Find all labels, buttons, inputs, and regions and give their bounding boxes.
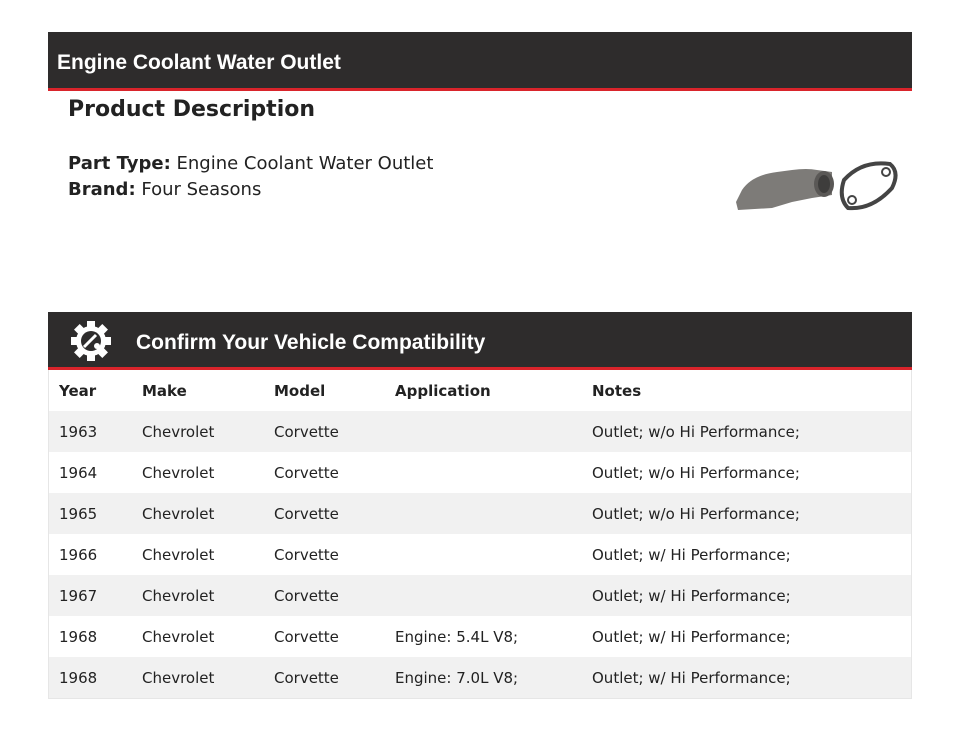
cell-make: Chevrolet (142, 504, 215, 523)
col-model: Model (274, 381, 326, 400)
cell-make: Chevrolet (142, 627, 215, 646)
cell-application (385, 411, 582, 452)
cell-notes: Outlet; w/o Hi Performance; (592, 504, 800, 523)
part-type-value: Engine Coolant Water Outlet (176, 153, 434, 174)
cell-application (385, 452, 582, 493)
title-bar (48, 32, 912, 91)
cell-model: Corvette (274, 586, 339, 605)
cell-year: 1968 (59, 668, 98, 687)
cell-application: Engine: 7.0L V8; (395, 668, 519, 687)
cell-model: Corvette (274, 668, 339, 687)
brand-value: Four Seasons (141, 179, 262, 200)
table-row (49, 411, 912, 452)
table-row (49, 493, 912, 534)
cell-application (385, 575, 582, 616)
part-type-label: Part Type: (68, 153, 171, 174)
cell-make: Chevrolet (142, 545, 215, 564)
cell-make: Chevrolet (142, 422, 215, 441)
cell-year: 1964 (59, 463, 98, 482)
part-type (68, 153, 433, 174)
cell-application (385, 534, 582, 575)
table-row (49, 452, 912, 493)
col-make: Make (142, 381, 187, 400)
cell-make: Chevrolet (142, 668, 215, 687)
compat-bar (48, 312, 912, 370)
cell-notes: Outlet; w/ Hi Performance; (592, 586, 791, 605)
col-year: Year (59, 381, 97, 400)
cell-model: Corvette (274, 627, 339, 646)
col-application: Application (395, 381, 491, 400)
table-row (49, 534, 912, 575)
cell-notes: Outlet; w/ Hi Performance; (592, 668, 791, 687)
cell-notes: Outlet; w/ Hi Performance; (592, 627, 791, 646)
table-row (49, 616, 912, 657)
cell-year: 1963 (59, 422, 98, 441)
cell-year: 1965 (59, 504, 98, 523)
description-heading: Product Description (68, 97, 316, 122)
table-row (49, 575, 912, 616)
page-title: Engine Coolant Water Outlet (57, 51, 341, 74)
cell-model: Corvette (274, 422, 339, 441)
compat-title: Confirm Your Vehicle Compatibility (136, 331, 486, 354)
cell-make: Chevrolet (142, 586, 215, 605)
product-image (732, 150, 902, 215)
cell-year: 1967 (59, 586, 98, 605)
brand-label: Brand: (68, 179, 136, 200)
gear-icon (70, 320, 112, 362)
cell-notes: Outlet; w/ Hi Performance; (592, 545, 791, 564)
cell-model: Corvette (274, 504, 339, 523)
col-notes: Notes (592, 381, 642, 400)
cell-notes: Outlet; w/o Hi Performance; (592, 422, 800, 441)
cell-notes: Outlet; w/o Hi Performance; (592, 463, 800, 482)
cell-application: Engine: 5.4L V8; (395, 627, 519, 646)
table-header (49, 370, 912, 411)
cell-year: 1968 (59, 627, 98, 646)
table-row (49, 657, 912, 699)
compat-table (48, 370, 912, 699)
cell-make: Chevrolet (142, 463, 215, 482)
cell-model: Corvette (274, 545, 339, 564)
cell-application (385, 493, 582, 534)
brand (68, 179, 261, 200)
cell-model: Corvette (274, 463, 339, 482)
cell-year: 1966 (59, 545, 98, 564)
